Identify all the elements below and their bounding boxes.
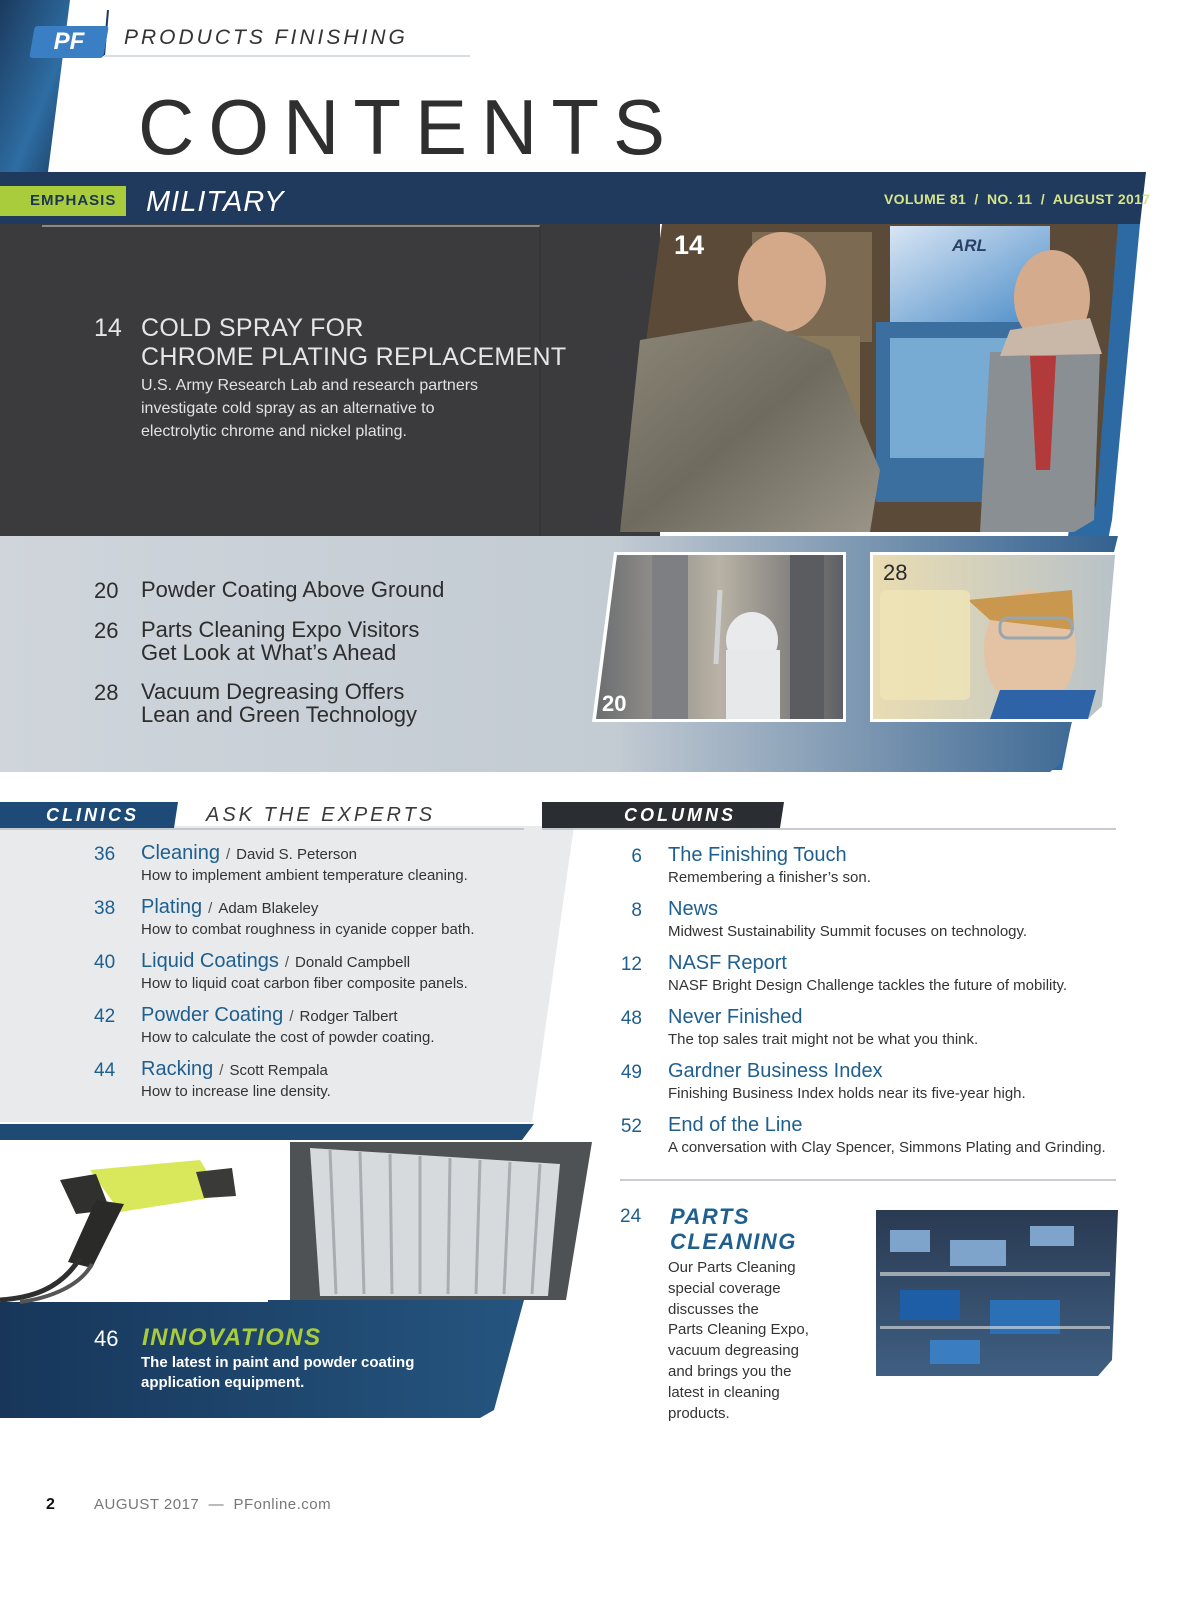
issue-info: VOLUME 81 / NO. 11 / AUGUST 2017 — [884, 191, 1151, 207]
parts-cleaning-description — [668, 1258, 838, 1424]
arl-sign: ARL — [952, 236, 987, 255]
clinic-heading — [141, 1058, 328, 1081]
column-title: News — [668, 898, 719, 920]
column-description: NASF Bright Design Challenge tackles the future of mobility. — [668, 977, 1068, 994]
publication-name: PRODUCTS FINISHING — [124, 26, 408, 49]
column-item[interactable] — [620, 844, 1120, 890]
page-title: CONTENTS — [138, 83, 679, 171]
columns-tab: COLUMNS — [624, 805, 736, 825]
clinic-item[interactable] — [94, 896, 564, 942]
innovations-description-line-2: application equipment. — [141, 1374, 305, 1391]
feature-photo-label: 14 — [674, 230, 705, 260]
column-item[interactable] — [620, 952, 1120, 998]
clinic-description: How to calculate the cost of powder coating. — [141, 1029, 435, 1046]
column-description: Midwest Sustainability Summit focuses on technology. — [668, 923, 1028, 940]
separator: / — [219, 1062, 224, 1079]
parts-cleaning-title-line-1: PARTS — [670, 1204, 751, 1229]
clinic-author: Donald Campbell — [295, 954, 411, 971]
clinic-heading — [141, 842, 357, 865]
column-description: Remembering a finisher’s son. — [668, 869, 871, 886]
innovations-page-number: 46 — [94, 1326, 119, 1351]
column-page-number: 52 — [620, 1116, 642, 1137]
clinic-author: David S. Peterson — [236, 846, 358, 863]
secondary-article[interactable] — [94, 618, 514, 670]
photo-spray-booth — [592, 552, 846, 722]
column-item[interactable] — [620, 898, 1120, 944]
secondary-article[interactable] — [94, 578, 514, 608]
photo-20-label: 20 — [602, 691, 627, 716]
clinic-page-number: 44 — [94, 1060, 116, 1081]
feature-title-line-1: COLD SPRAY FOR — [141, 314, 364, 342]
column-item[interactable] — [620, 1060, 1120, 1106]
clinic-description: How to liquid coat carbon fiber composite panels. — [141, 975, 468, 992]
clinic-title: Cleaning — [141, 842, 220, 864]
innovations-title: INNOVATIONS — [142, 1324, 322, 1351]
feature-page-number: 14 — [94, 314, 122, 342]
clinic-item[interactable] — [94, 950, 564, 996]
clinic-heading — [141, 950, 410, 973]
clinic-heading — [141, 896, 318, 919]
separator: / — [225, 846, 231, 863]
secondary-title: Parts Cleaning Expo Visitors — [141, 617, 420, 642]
clinic-description: How to increase line density. — [141, 1083, 331, 1100]
clinic-page-number: 40 — [94, 952, 116, 973]
clinic-page-number: 38 — [94, 898, 116, 919]
feature-description-line-2: investigate cold spray as an alternative to — [141, 400, 435, 417]
clinic-page-number: 42 — [94, 1006, 116, 1027]
clinic-page-number: 36 — [94, 844, 116, 865]
feature-description-line-1: U.S. Army Research Lab and research partners — [141, 377, 479, 394]
column-item[interactable] — [620, 1006, 1120, 1052]
parts-cleaning-feature[interactable] — [620, 1204, 860, 1428]
description-line: special coverage — [668, 1279, 781, 1297]
clinics-subtitle: ASK THE EXPERTS — [206, 804, 436, 826]
footer-info: AUGUST 2017 — PFonline.com — [94, 1496, 332, 1513]
separator: / — [284, 954, 290, 971]
secondary-page-number: 20 — [94, 578, 119, 603]
innovations-description-line-1: The latest in paint and powder coating — [141, 1354, 415, 1371]
column-title: Never Finished — [668, 1006, 803, 1028]
pf-logo: PF — [29, 26, 109, 58]
description-line: vacuum degreasing — [668, 1342, 799, 1360]
column-title: Gardner Business Index — [668, 1060, 883, 1082]
clinic-item[interactable] — [94, 842, 564, 888]
photo-spray-gun — [0, 1142, 268, 1302]
feature-description-line-3: electrolytic chrome and nickel plating. — [141, 423, 407, 440]
column-title: End of the Line — [668, 1114, 803, 1136]
secondary-title: Vacuum Degreasing Offers — [141, 679, 405, 704]
innovations-feature[interactable] — [94, 1324, 474, 1394]
column-item[interactable] — [620, 1114, 1120, 1160]
clinic-author: Rodger Talbert — [299, 1008, 398, 1025]
description-line: products. — [668, 1404, 730, 1422]
column-page-number: 8 — [631, 900, 642, 921]
secondary-page-number: 26 — [94, 618, 119, 643]
secondary-title: Get Look at What’s Ahead — [141, 640, 397, 665]
clinic-author: Scott Rempala — [229, 1062, 328, 1079]
description-line: latest in cleaning — [668, 1383, 780, 1401]
clinic-description: How to combat roughness in cyanide copper bath. — [141, 921, 475, 938]
separator: / — [289, 1008, 294, 1025]
description-line: Parts Cleaning Expo, — [668, 1321, 809, 1339]
clinic-item[interactable] — [94, 1004, 564, 1050]
column-description: Finishing Business Index holds near its five-year high. — [668, 1085, 1026, 1102]
clinic-title: Powder Coating — [141, 1004, 284, 1026]
emphasis-topic: MILITARY — [146, 186, 285, 218]
secondary-article[interactable] — [94, 680, 514, 732]
parts-cleaning-title-line-2: CLEANING — [670, 1229, 797, 1254]
column-title: The Finishing Touch — [668, 844, 847, 866]
clinic-item[interactable] — [94, 1058, 564, 1104]
emphasis-tag: EMPHASIS — [0, 186, 126, 216]
column-page-number: 6 — [631, 846, 642, 867]
column-description: The top sales trait might not be what you think. — [668, 1031, 979, 1048]
column-page-number: 12 — [620, 954, 642, 975]
page-number: 2 — [46, 1496, 55, 1513]
photo-racking — [290, 1142, 592, 1300]
column-page-number: 48 — [620, 1008, 642, 1029]
secondary-title: Powder Coating Above Ground — [141, 577, 445, 602]
clinic-description: How to implement ambient temperature cleaning. — [141, 867, 468, 884]
column-page-number: 49 — [620, 1062, 642, 1083]
description-line: discusses the — [668, 1300, 759, 1318]
separator: / — [208, 900, 213, 917]
column-title: NASF Report — [668, 952, 787, 974]
feature-photo — [620, 224, 1118, 532]
clinic-title: Liquid Coatings — [141, 950, 279, 972]
clinic-author: Adam Blakeley — [218, 900, 319, 917]
clinic-title: Plating — [141, 896, 203, 918]
photo-28-label: 28 — [883, 560, 908, 585]
parts-cleaning-page-number: 24 — [620, 1206, 642, 1227]
description-line: Our Parts Cleaning — [668, 1259, 796, 1276]
clinic-heading — [141, 1004, 398, 1027]
description-line: and brings you the — [668, 1362, 792, 1380]
clinics-tab: CLINICS — [46, 805, 139, 825]
clinic-title: Racking — [141, 1058, 214, 1080]
photo-parts-cleaning-expo — [876, 1210, 1118, 1376]
column-description: A conversation with Clay Spencer, Simmons Plating and Grinding. — [668, 1139, 1106, 1156]
secondary-page-number: 28 — [94, 680, 119, 705]
feature-title-line-2: CHROME PLATING REPLACEMENT — [141, 343, 567, 371]
secondary-title: Lean and Green Technology — [141, 702, 418, 727]
